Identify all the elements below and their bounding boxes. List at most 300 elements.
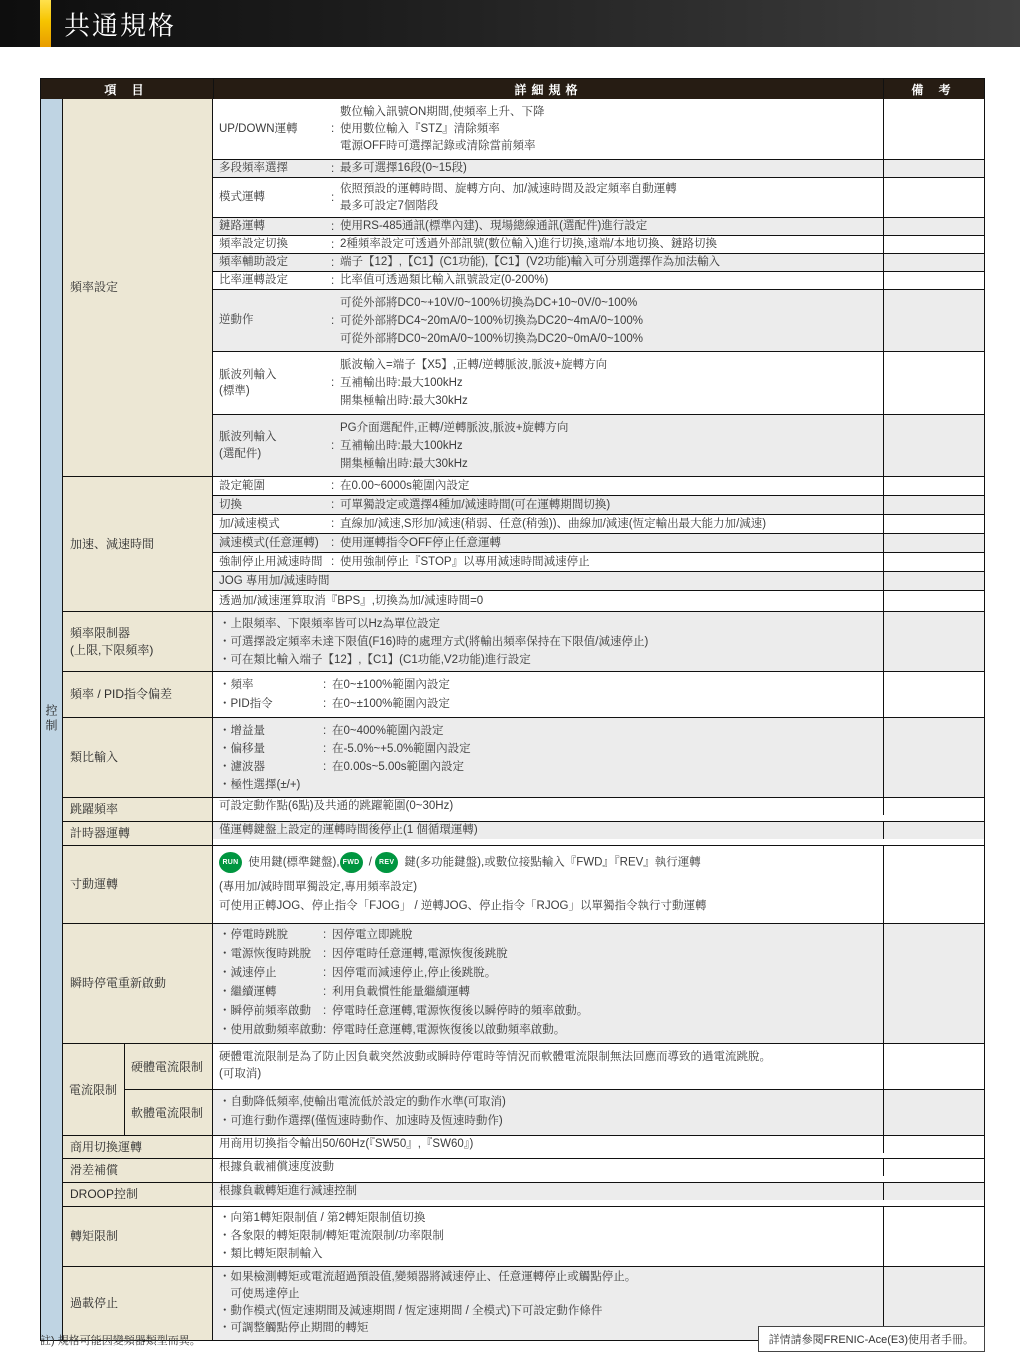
detail-line: 根據負載轉矩進行減速控制 [219,1185,357,1198]
detail-cell [213,178,883,217]
detail-line: ・可在類比輸入端子【12】,【C1】(C1功能,V2功能)進行設定 [219,653,531,666]
rev-key-badge: REV [375,852,398,873]
detail-sub-label [219,367,331,399]
detail-sub-label [219,312,331,328]
spec-row [213,414,984,476]
detail-content [340,516,877,533]
remark-cell [883,515,984,533]
detail-sub-label-line: 設定範圍 [219,479,265,492]
spec-rows [213,1044,984,1135]
colon-separator: : [331,274,335,287]
detail-cell [213,822,883,839]
detail-cell [213,1044,883,1089]
detail-cell [213,1159,883,1176]
detail-line: 比率值可透過類比輸入訊號設定(0-200%) [340,274,549,286]
remark-cell [883,1183,984,1200]
run-key-badge: RUN [219,852,242,873]
detail-line: 使用數位輸入『STZ』清除頻率 [340,122,500,135]
control-category-label: 控制 [44,704,58,735]
detail-content [340,419,877,473]
detail-cell [213,798,883,815]
spec-group [63,1043,984,1135]
detail-content [340,181,877,215]
detail-line: ・類比轉矩限制輸入 [219,1248,323,1261]
detail-cell [213,236,883,253]
item-cell [63,798,213,821]
title-bar [0,0,1020,47]
line-value: 停電時任意運轉,電源恢復後以啟動頻率啟動。 [332,1024,566,1037]
spec-rows [213,477,984,611]
remark-cell [883,352,984,414]
detail-line: ・各象限的轉矩限制/轉矩電流限制/功率限制 [219,1230,444,1243]
colon-separator: : [331,537,335,549]
detail-line [219,983,877,1002]
spec-row [213,1089,984,1135]
detail-line: 可從外部將DC0~20mA/0~100%切換為DC20~0mA/0~100% [340,332,643,345]
spec-row [213,612,984,671]
detail-cell [213,534,883,552]
spec-group [63,845,984,923]
spec-group [63,923,984,1043]
detail-line [219,1021,877,1040]
remark-cell [883,1090,984,1135]
spec-row [213,1207,984,1266]
detail-line: 可從外部將DC4~20mA/0~100%切換為DC20~4mA/0~100% [340,314,643,327]
detail-line: 電源OFF時可選擇記錄或清除當前頻率 [340,139,536,152]
item-label-line: 計時器運轉 [70,825,131,840]
item-cell [63,1207,213,1266]
detail-cell [213,290,883,351]
detail-sub-label-line: 脈波列輸入 [219,368,277,381]
spec-row [213,1183,984,1200]
spec-row [213,1044,984,1089]
detail-cell [213,160,883,177]
detail-line: 透過加/減速運算取消『BPS』,切換為加/減速時間=0 [219,594,484,607]
detail-line: ・可選擇設定頻率未達下限值(F16)時的處理方式(將輸出頻率保持在下限值/減速停止) [219,635,649,648]
colon-separator: : [331,377,335,389]
detail-line: 可使用正轉JOG、停止指令「FJOG」 / 逆轉JOG、停止指令「RJOG」以單獨指令執行寸動運轉 [219,900,707,913]
item-label-line: 過載停止 [70,1296,119,1311]
remark-cell [883,672,984,717]
colon-separator: : [323,1005,327,1018]
detail-content [340,254,877,271]
detail-line: 使用RS-485通訊(標準內建)、現場總線通訊(選配件)進行設定 [340,220,648,232]
footnote: 註) 規格可能因變頻器類型而異。 [40,1335,201,1347]
item-label-line: 跳躍頻率 [70,802,119,816]
detail-content [340,218,877,235]
remark-cell [883,591,984,611]
detail-sub-label [219,218,331,234]
item-label-line: 頻率設定 [70,280,119,295]
remark-cell [883,236,984,253]
detail-sub-label [219,160,331,176]
colon-separator: : [323,697,327,710]
detail-sub-label-line: 加/減速模式 [219,517,280,530]
item-label [63,822,137,845]
common-spec-table [40,78,985,1341]
item-label-line: 頻率限制器 [70,625,131,640]
colon-separator: : [323,948,327,961]
colon-separator: : [331,238,335,251]
detail-line [219,695,877,714]
item-cell [63,1044,213,1135]
item-label [63,846,125,923]
line-value: 利用負載慣性能量繼續運轉 [332,986,470,999]
detail-cell [213,352,883,414]
remark-cell [883,1044,984,1089]
spec-group [63,1206,984,1266]
colon-separator: : [323,678,327,691]
item-label [63,1136,149,1159]
detail-line: ・可調整觸點停止期間的轉矩 [219,1322,369,1335]
detail-content [219,1049,877,1083]
item-cell [63,612,213,671]
item-cell [63,477,213,611]
colon-separator: : [331,439,335,452]
item-cell [63,672,213,717]
detail-content [219,615,877,669]
detail-line: ・極性選擇(±/+) [219,778,301,791]
detail-line: 使用強制停止『STOP』以專用減速時間減速停止 [340,555,590,568]
detail-line: PG介面選配件,正轉/逆轉脈波,脈波+旋轉方向 [340,421,569,434]
detail-sub-label [219,497,331,513]
detail-line: 可從外部將DC0~+10V/0~100%切換為DC+10~0V/0~100% [340,296,638,309]
remark-cell [883,254,984,271]
detail-line [219,722,877,740]
detail-line: 直線加/減速,S形加/減速(稍弱、任意(稍強))、曲線加/減速(恆定輸出最大能力加/減速) [340,517,767,530]
spec-group [63,821,984,845]
detail-line: ・向第1轉矩限制值 / 第2轉矩限制值切換 [219,1212,426,1225]
remark-cell [883,822,984,839]
column-header-remark: 備 考 [911,82,957,97]
detail-sub-label-line: UP/DOWN運轉 [219,122,298,135]
spec-row [213,822,984,839]
detail-cell [213,218,883,235]
remark-cell [883,572,984,590]
spec-group [63,1182,984,1206]
item-label-line: 滑差補償 [70,1163,119,1178]
detail-cell [213,415,883,476]
detail-line: 使用運轉指令OFF停止任意運轉 [340,536,501,549]
colon-separator: : [331,162,335,175]
item-label-line: 轉矩限制 [70,1229,119,1244]
item-label-line: DROOP控制 [70,1187,139,1202]
detail-line: 開集極輸出時:最大30kHz [340,395,468,407]
remark-cell [883,1159,984,1176]
line-value: 因停電而減速停止,停止後跳脫。 [332,967,497,980]
spec-rows [213,672,984,717]
detail-cell [213,718,883,797]
spec-row [213,477,984,495]
detail-sub-label-line: 脈波列輸入 [219,431,277,444]
line-label: ・濾波器 [219,760,265,773]
line-label: ・使用啟動頻率啟動 [219,1024,323,1037]
item-sub-cells [125,1044,212,1135]
spec-group [63,611,984,671]
manual-reference-box: 詳情請參閱FRENIC-Ace(E3)使用者手冊。 [758,1326,985,1352]
item-sub-label: 軟體電流限制 [125,1089,212,1135]
detail-content [340,272,877,289]
detail-sub-label-line: 強制停止用減速時間 [219,555,323,568]
detail-line [219,945,877,964]
detail-line: 用商用切換指令輸出50/60Hz(『SW50』,『SW60』) [219,1137,474,1150]
detail-content [219,1093,877,1131]
detail-line [219,758,877,776]
remark-cell [883,924,984,1043]
item-label-line: 電流限制 [69,1082,118,1097]
detail-cell [213,553,883,571]
detail-sub-label [219,535,331,551]
colon-separator: : [323,724,327,737]
spec-group [63,1135,984,1159]
detail-content [340,497,877,514]
remark-cell [883,477,984,495]
item-label [63,1159,125,1182]
colon-separator: : [331,220,335,233]
item-label [63,477,161,611]
detail-line: 最多可設定7個階段 [340,199,439,212]
remark-cell [883,798,984,815]
line-value: 在0~±100%範圍內設定 [332,678,450,691]
spec-group [63,717,984,797]
line-value: 在0~±100%範圍內設定 [332,697,450,710]
detail-line: ・可進行動作選擇(僅恆速時動作、加速時及恆速時動作) [219,1115,503,1128]
spec-row [213,514,984,533]
remark-cell [883,272,984,289]
detail-cell [213,1207,883,1266]
detail-line: 依照預設的運轉時間、旋轉方向、加/減速時間及設定頻率自動運轉 [340,182,677,195]
detail-sub-label-line: 比率運轉設定 [219,274,288,287]
detail-sub-label-line: 頻率設定切換 [219,238,288,251]
detail-cell [213,477,883,495]
colon-separator: : [331,191,335,204]
detail-content [340,160,877,177]
detail-cell [213,272,883,289]
item-cell [63,822,213,845]
item-label-line: 瞬時停電重新啟動 [70,975,167,990]
detail-sub-label [219,121,331,137]
detail-cell [213,254,883,271]
spec-row [213,253,984,271]
spec-rows [213,1136,984,1159]
detail-content [340,104,877,155]
spec-group [63,671,984,717]
detail-content [219,1159,877,1176]
remark-cell [883,160,984,177]
spec-row [213,846,984,923]
spec-row [213,177,984,217]
detail-line: 硬體電流限制是為了防止因負載突然波動或瞬時停電時等情況而軟體電流限制無法回應而導致的過電流跳脫。 [219,1051,771,1064]
detail-content [219,852,877,916]
remark-cell [883,718,984,797]
detail-sub-label [219,189,331,205]
column-header-item: 項 目 [41,79,214,99]
detail-cell [213,496,883,514]
detail-line: 互補輸出時:最大100kHz [340,439,463,452]
detail-line: ・上限頻率、下限頻率皆可以Hz為單位設定 [219,617,441,630]
line-value: 因停電立即跳脫 [332,929,413,942]
column-header-detail: 詳細規格 [214,79,884,99]
detail-text: / [365,856,376,869]
spec-row [213,159,984,177]
spec-row [213,495,984,514]
detail-sub-label [219,254,331,270]
line-label: ・停電時跳脫 [219,929,288,942]
item-label [63,1207,125,1266]
detail-line: ・自動降低頻率,使輸出電流低於設定的動作水準(可取消) [219,1096,506,1109]
line-value: 停電時任意運轉,電源恢復後以瞬停時的頻率啟動。 [332,1005,589,1018]
line-label: ・瞬停前頻率啟動 [219,1005,311,1018]
detail-line: (專用加/減時間單獨設定,專用頻率設定) [219,881,418,894]
spec-row [213,235,984,253]
spec-rows [213,822,984,845]
spec-rows [213,798,984,821]
colon-separator: : [323,986,327,999]
detail-line [219,964,877,983]
detail-line [219,740,877,758]
line-value: 在0.00s~5.00s範圍內設定 [332,760,464,773]
detail-line: 可單獨設定或選擇4種加/減速時間(可在運轉期間切換) [340,498,611,511]
detail-sub-label-line: 鏈路運轉 [219,220,265,233]
item-cell [63,1159,213,1182]
detail-sub-label-line: 模式運轉 [219,191,265,204]
table-body [41,99,984,1340]
spec-row [213,351,984,414]
line-label: ・電源恢復時跳脫 [219,948,311,961]
detail-line: 互補輸出時:最大100kHz [340,377,463,389]
spec-group [63,99,984,476]
detail-line: 開集極輸出時:最大30kHz [340,457,468,470]
remark-cell [883,1207,984,1266]
detail-sub-label [219,429,331,461]
detail-content [219,926,877,1040]
remark-cell [883,553,984,571]
line-label: ・PID指令 [219,697,273,710]
spec-row [213,289,984,351]
spec-rows [213,1207,984,1266]
detail-cell [213,1183,883,1200]
item-cell [63,1183,213,1206]
spec-groups [63,99,984,1340]
detail-content [340,236,877,253]
colon-separator: : [331,256,335,269]
detail-content [219,573,877,590]
remark-cell [883,612,984,671]
detail-content [219,822,877,839]
spec-row [213,924,984,1043]
spec-row [213,271,984,289]
detail-cell [213,515,883,533]
detail-line: 根據負載補償速度波動 [219,1161,334,1174]
colon-separator: : [331,480,335,492]
item-cell [63,99,213,476]
detail-text: 使用鍵(標準鍵盤), [245,856,340,869]
line-label: ・減速停止 [219,967,277,980]
item-label [63,798,125,821]
line-value: 因停電時任意運轉,電源恢復後跳脫 [332,948,508,961]
spec-row [213,672,984,717]
line-label: ・偏移量 [219,742,265,755]
detail-content [219,798,877,815]
detail-line [219,1002,877,1021]
detail-line: 數位輸入訊號ON期間,使頻率上升、下降 [340,105,545,118]
detail-content [340,294,877,348]
detail-line: 可設定動作點(6點)及共通的跳躍範圍(0~30Hz) [219,800,454,812]
detail-content [219,1183,877,1200]
detail-line: ・動作模式(恆定速期間及減速期間 / 恆定速期間 / 全模式)下可設定動作條件 [219,1305,603,1318]
detail-content [219,722,877,794]
detail-cell [213,846,883,923]
page-title: 共通規格 [64,10,177,40]
detail-line: 僅運轉鍵盤上設定的運轉時間後停止(1 個循環運轉) [219,823,478,836]
item-cell [63,924,213,1043]
item-label-line: 頻率 / PID指令偏差 [70,687,173,702]
spec-group [63,1158,984,1182]
detail-content [340,356,877,410]
item-label [63,924,173,1043]
spec-row [213,1159,984,1176]
detail-cell [213,1136,883,1153]
detail-sub-label [219,236,331,252]
colon-separator: : [323,760,327,773]
detail-content [340,478,877,495]
spec-group [63,476,984,611]
spec-row [213,1136,984,1153]
line-label: ・繼續運轉 [219,986,277,999]
spec-rows [213,1159,984,1182]
detail-cell [213,99,883,159]
remark-cell [883,496,984,514]
colon-separator: : [323,929,327,942]
spec-rows [213,1183,984,1206]
item-label-line: 商用切換運轉 [70,1139,143,1154]
detail-sub-label [219,272,331,288]
detail-sub-label-line: (標準) [219,385,250,397]
item-label [63,1044,125,1135]
detail-cell [213,572,883,590]
table-header-row [41,79,984,99]
item-cell [63,846,213,923]
colon-separator: : [323,742,327,755]
detail-content [340,554,877,571]
detail-cell [213,924,883,1043]
item-label [63,718,125,797]
item-cell [63,1136,213,1159]
detail-sub-label-line: 多段頻率選擇 [219,162,288,175]
detail-line: 可使馬達停止 [219,1288,300,1301]
spec-row [213,99,984,159]
fwd-key-badge: FWD [340,852,363,873]
item-label-line: 加速、減速時間 [70,536,155,551]
spec-row [213,590,984,611]
spec-rows [213,924,984,1043]
spec-rows [213,718,984,797]
detail-sub-label-line: 逆動作 [219,314,254,327]
detail-line: ・如果檢測轉矩或電流超過預設值,變頻器將減速停止、任意運轉停止或觸點停止。 [219,1271,637,1284]
colon-separator: : [323,967,327,980]
line-value: 在0~400%範圍內設定 [332,724,444,737]
item-cell [63,718,213,797]
remark-cell [883,178,984,217]
detail-cell [213,591,883,611]
detail-content [219,1209,877,1263]
remark-cell [883,846,984,923]
colon-separator: : [331,556,335,568]
detail-content [219,593,877,610]
item-label [63,1183,145,1206]
detail-cell [213,612,883,671]
colon-separator: : [331,499,335,511]
